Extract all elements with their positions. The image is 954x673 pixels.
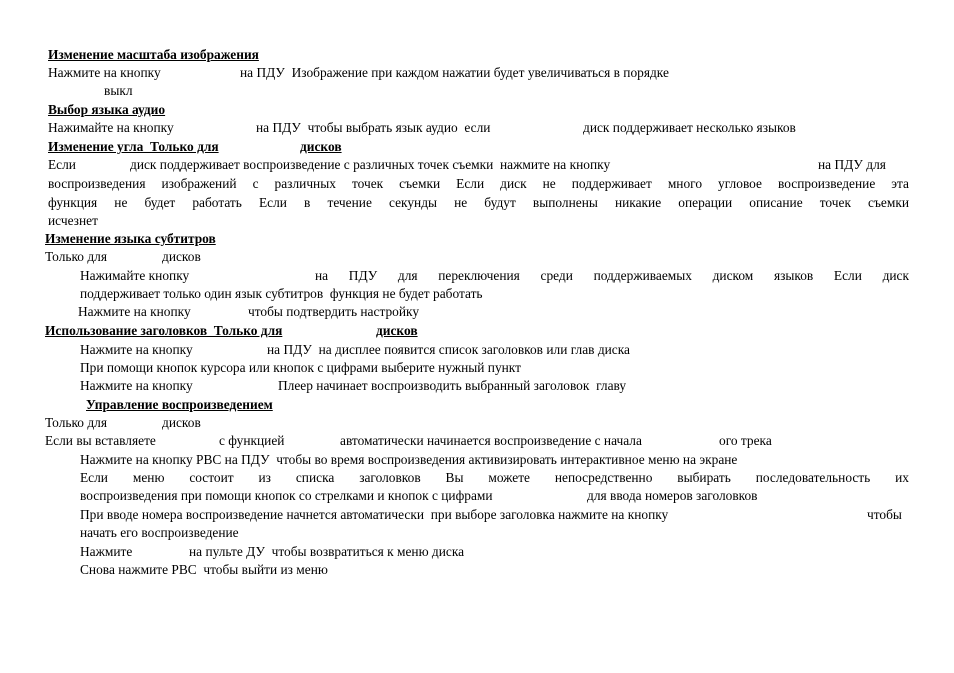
zoom-text-b: на ПДУ Изображение при каждом нажатии будет увеличиваться в порядке xyxy=(240,65,669,80)
angle-text-b: диск поддерживает воспроизведение с различных точек съемки нажмите на кнопку xyxy=(130,157,611,172)
subtitles-text-line2: поддерживает только один язык субтитров функция не будет работать xyxy=(80,286,483,301)
playback-menu-line2a: воспроизведения при помощи кнопок со стрелками и кнопок с цифрами xyxy=(80,488,493,503)
playback-only-a: Только для xyxy=(45,415,108,430)
playback-insert-c: автоматически начинается воспроизведение с начала xyxy=(340,433,642,448)
playback-enter-line1a: При вводе номера воспроизведение начнется автоматически при выборе заголовка нажмите на кнопку xyxy=(80,507,669,522)
angle-text-line3: функция не будет работать Если в течение секунды не будут выполнены никакие операции описание точек съемки xyxy=(48,195,909,210)
subtitles-only-b: дисков xyxy=(162,249,201,264)
titles-text-line3a: Нажмите на кнопку xyxy=(80,378,193,393)
angle-heading-a: Изменение угла Только для xyxy=(48,139,219,154)
audio-text-b: на ПДУ чтобы выбрать язык аудио если xyxy=(256,120,491,135)
angle-text-c: на ПДУ для xyxy=(818,157,886,172)
subtitles-heading: Изменение языка субтитров xyxy=(45,231,216,246)
angle-heading-b: дисков xyxy=(300,139,342,154)
angle-text-line4: исчезнет xyxy=(48,213,98,228)
playback-insert-b: с функцией xyxy=(219,433,285,448)
playback-enter-line2: начать его воспроизведение xyxy=(80,525,239,540)
audio-heading: Выбор языка аудио xyxy=(48,102,166,117)
playback-only-b: дисков xyxy=(162,415,201,430)
titles-text-b: на ПДУ на дисплее появится список заголовков или глав диска xyxy=(267,342,630,357)
playback-enter-line1b: чтобы xyxy=(867,507,902,522)
zoom-text-off: выкл xyxy=(104,83,133,98)
audio-text-c: диск поддерживает несколько языков xyxy=(583,120,796,135)
playback-return-a: Нажмите xyxy=(80,544,133,559)
playback-insert-a: Если вы вставляете xyxy=(45,433,156,448)
playback-return-b: на пульте ДУ чтобы возвратиться к меню диска xyxy=(189,544,465,559)
subtitles-confirm-a: Нажмите на кнопку xyxy=(78,304,191,319)
zoom-heading: Изменение масштаба изображения xyxy=(48,47,259,62)
playback-insert-d: ого трека xyxy=(719,433,772,448)
playback-exit-text: Снова нажмите PBC чтобы выйти из меню xyxy=(80,562,328,577)
playback-menu-line2b: для ввода номеров заголовков xyxy=(587,488,758,503)
subtitles-only-a: Только для xyxy=(45,249,108,264)
zoom-text-a: Нажмите на кнопку xyxy=(48,65,161,80)
subtitles-text-b: на ПДУ для переключения среди поддерживаемых диском языков Если диск xyxy=(315,268,909,283)
playback-pbc-text: Нажмите на кнопку PBC на ПДУ чтобы во время воспроизведения активизировать интерактивное меню на экране xyxy=(80,452,738,467)
titles-heading-a: Использование заголовков Только для xyxy=(45,323,283,338)
subtitles-text-a: Нажимайте кнопку xyxy=(80,268,190,283)
subtitles-confirm-b: чтобы подтвердить настройку xyxy=(248,304,420,319)
angle-text-a: Если xyxy=(48,157,76,172)
titles-text-line3b: Плеер начинает воспроизводить выбранный заголовок главу xyxy=(278,378,627,393)
angle-text-line2: воспроизведения изображений с различных точек съемки Если диск не поддерживает много угловое воспроизведение эта xyxy=(48,176,909,191)
titles-text-line2: При помощи кнопок курсора или кнопок с цифрами выберите нужный пункт xyxy=(80,360,521,375)
playback-heading: Управление воспроизведением xyxy=(86,397,273,412)
audio-text-a: Нажимайте на кнопку xyxy=(48,120,174,135)
titles-heading-b: дисков xyxy=(376,323,418,338)
titles-text-a: Нажмите на кнопку xyxy=(80,342,193,357)
playback-menu-line1: Если меню состоит из списка заголовков Вы можете непосредственно выбирать последовательность их xyxy=(80,470,909,485)
